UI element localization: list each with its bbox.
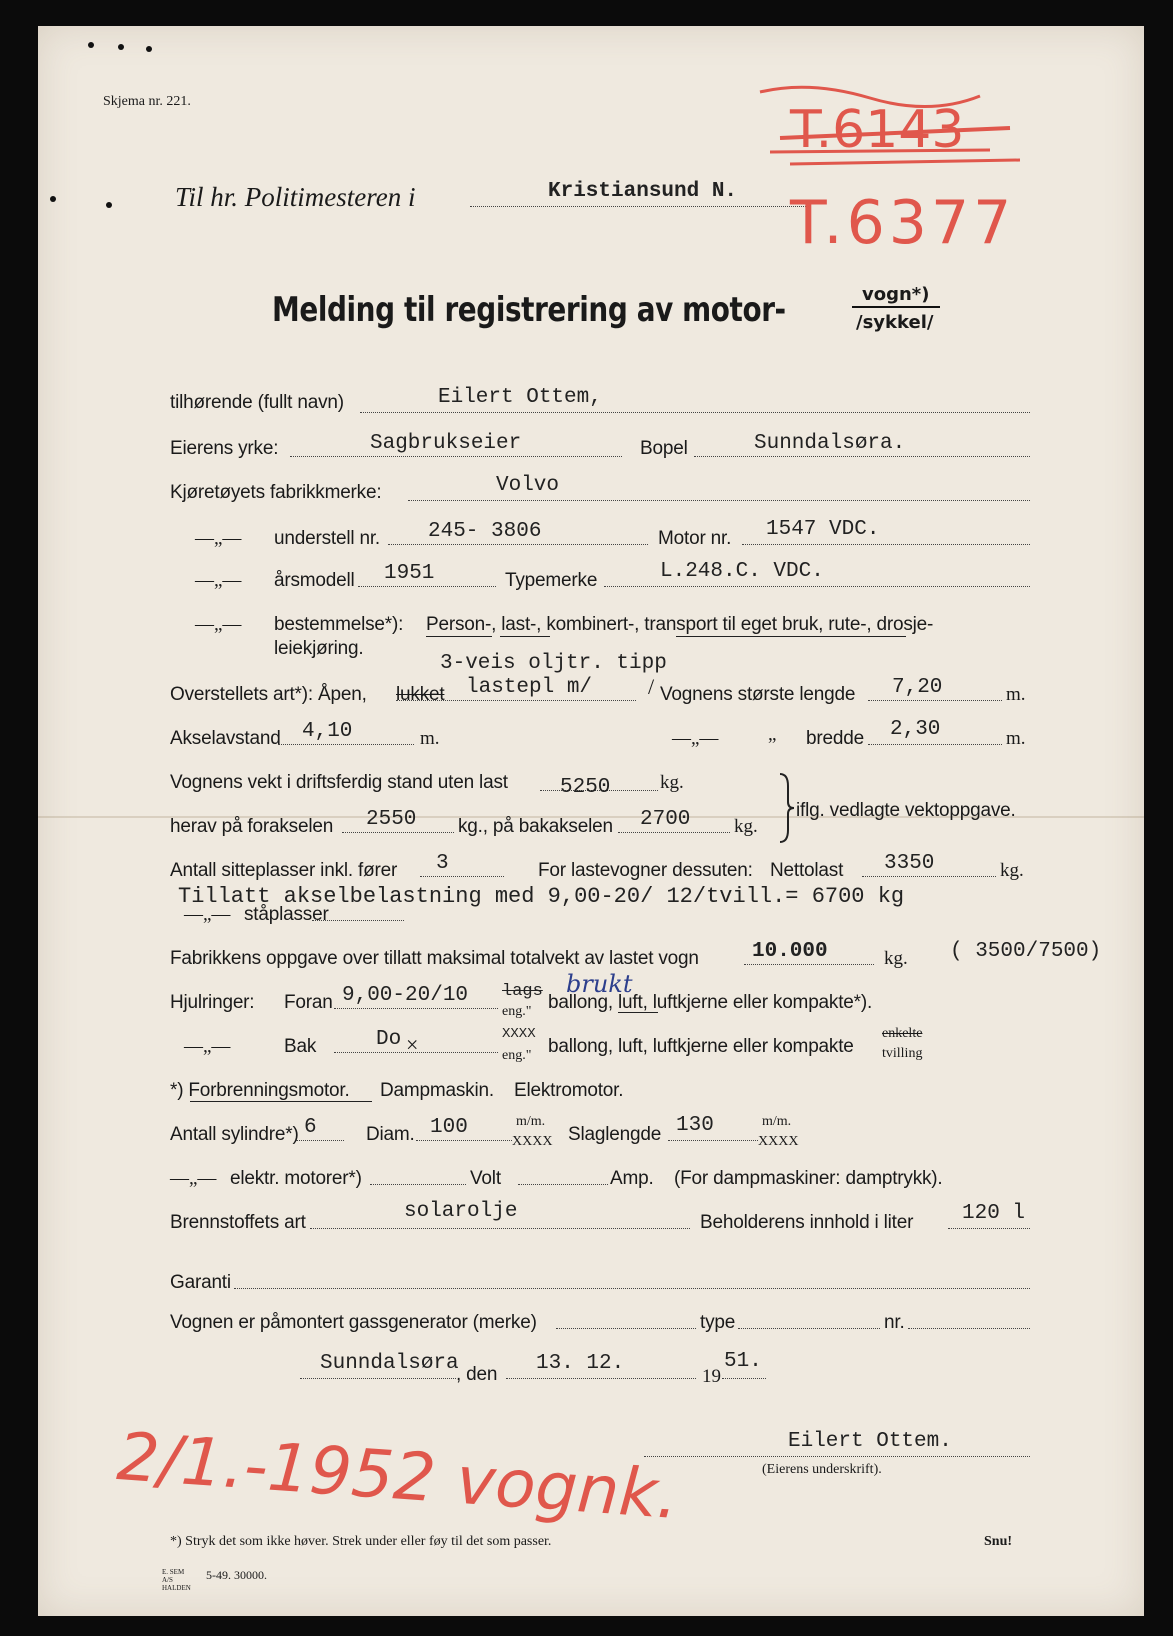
slash-mark: / (648, 674, 655, 699)
year-sign-line (722, 1378, 766, 1379)
seats-value: 3 (436, 852, 449, 875)
weight-value: 5250 (560, 776, 611, 799)
type-line (604, 586, 1030, 587)
brace-icon (776, 772, 796, 844)
tyres-label: Hjulringer: (170, 992, 255, 1013)
steam-note: (For dampmaskiner: damptrykk). (674, 1168, 943, 1189)
ditto-mark: —„— (195, 528, 242, 549)
length-value: 7,20 (892, 676, 943, 699)
ditto-mark: —„— (195, 570, 242, 591)
bore-line (416, 1140, 512, 1141)
addressee-label: Til hr. Politimesteren i (175, 182, 416, 212)
body-struck-option: lukket (396, 684, 445, 705)
rear-axle-line (618, 832, 730, 833)
gas-nr-label: nr. (884, 1312, 905, 1333)
gas-label: Vognen er påmontert gassgenerator (merke) (170, 1312, 537, 1333)
wheelbase-line (278, 744, 414, 745)
length-unit: m. (1006, 684, 1026, 705)
signature-place: Sunndalsøra (320, 1352, 459, 1375)
fuel-value: solarolje (404, 1200, 518, 1223)
year-label: årsmodell (274, 570, 355, 591)
body-extra-note: 3-veis oljtr. tipp (440, 652, 667, 675)
tyres-front-eng: eng." (502, 1004, 532, 1019)
punch-mark (106, 202, 112, 208)
net-load-unit: kg. (1000, 860, 1024, 881)
axle-load-note: Tillatt akselbelastning med 9,00-20/ 12/tvill.= 6700 kg (178, 884, 905, 909)
wheelbase-value: 4,10 (302, 720, 353, 743)
wheelbase-label: Akselavstand (170, 728, 281, 749)
engine-number-line (742, 544, 1030, 545)
tyres-rear-value: Do (376, 1028, 402, 1051)
length-line (868, 700, 1002, 701)
weight-unit: kg. (660, 772, 684, 793)
place-line (300, 1378, 456, 1379)
residence-value: Sunndalsøra. (754, 432, 906, 455)
body-line (396, 700, 636, 701)
fuel-label: Brennstoffets art (170, 1212, 306, 1233)
tyres-rear-label: Bak (284, 1036, 317, 1057)
twin-label: tvilling (882, 1046, 923, 1061)
seats-line (420, 876, 504, 877)
title-option-vogn: vogn*) (862, 284, 930, 305)
year-line (358, 586, 496, 587)
tyres-front-struck: lags (502, 982, 543, 1001)
ditto-mark: —„— (672, 728, 719, 749)
max-weight-line (744, 964, 874, 965)
standing-line (312, 920, 404, 921)
addressee-value: Kristiansund N. (548, 180, 738, 203)
purpose-label: bestemmelse*): (274, 614, 404, 635)
occupation-value: Sagbrukseier (370, 432, 522, 455)
engine-number-value: 1547 VDC. (766, 518, 880, 541)
front-axle-label: herav på forakselen (170, 816, 334, 837)
stroke-label: Slaglengde (568, 1124, 662, 1145)
footnote: *) Stryk det som ikke høver. Strek under eller føy til det som passer. (170, 1534, 552, 1549)
truck-label: For lastevogner dessuten: (538, 860, 753, 881)
owner-value: Eilert Ottem, (438, 386, 602, 409)
cross-mark: × (406, 1032, 419, 1057)
type-label: Typemerke (505, 570, 598, 591)
red-strikethrough-icon (750, 80, 1050, 190)
underline-last (500, 636, 550, 637)
tyres-rear-types: ballong, luft, luftkjerne eller kompakte (548, 1036, 854, 1057)
tyres-front-line (334, 1008, 498, 1009)
warranty-label: Garanti (170, 1272, 231, 1293)
owner-label: tilhørende (fullt navn) (170, 392, 344, 413)
signer-line (644, 1456, 1030, 1457)
signer-name: Eilert Ottem. (788, 1430, 952, 1453)
purpose-options-2: leiekjøring. (274, 638, 364, 659)
width-unit: m. (1006, 728, 1026, 749)
title-fraction-line (852, 306, 940, 308)
max-weight-unit: kg. (884, 948, 908, 969)
year-value: 1951 (384, 562, 435, 585)
chassis-value: 245- 3806 (428, 520, 542, 543)
weight-label: Vognens vekt i driftsferdig stand uten last (170, 772, 508, 793)
volt-label: Volt (470, 1168, 501, 1189)
net-load-value: 3350 (884, 852, 935, 875)
stroke-value: 130 (676, 1114, 714, 1137)
owner-line (360, 412, 1030, 413)
fuel-line (310, 1228, 690, 1229)
engine-number-label: Motor nr. (658, 528, 732, 549)
engine-type-electric: Elektromotor. (514, 1080, 624, 1101)
tyres-front-handwritten: brukt (566, 970, 633, 998)
cylinders-label: Antall sylindre*) (170, 1124, 299, 1145)
chassis-label: understell nr. (274, 528, 380, 549)
signer-caption: (Eierens underskrift). (762, 1462, 882, 1477)
ditto-mark: —„— (195, 614, 242, 635)
tank-value: 120 l (962, 1202, 1026, 1225)
bore-label: Diam. (366, 1124, 415, 1145)
engine-type-steam: Dampmaskin. (380, 1080, 494, 1101)
underline-combustion (190, 1101, 372, 1102)
signature-den: , den (456, 1364, 498, 1385)
tank-label: Beholderens innhold i liter (700, 1212, 914, 1233)
bore-value: 100 (430, 1116, 468, 1139)
engine-type-combustion: *) Forbrenningsmotor. (170, 1080, 350, 1101)
single-struck: enkelte (882, 1026, 923, 1041)
make-line (408, 500, 1030, 501)
underline-luft (618, 1012, 658, 1013)
form-number: Skjema nr. 221. (103, 94, 191, 109)
punch-mark (88, 42, 94, 48)
residence-line (694, 456, 1030, 457)
electric-label: elektr. motorer*) (230, 1168, 362, 1189)
width-label: bredde (806, 728, 864, 749)
underline-person (426, 636, 492, 637)
stroke-unit-mm: m/m. (762, 1114, 792, 1129)
stroke-line (668, 1140, 758, 1141)
gas-make-line (556, 1328, 696, 1329)
turn-over-label: Snu! (984, 1534, 1013, 1549)
date-line (506, 1378, 696, 1379)
gas-nr-line (908, 1328, 1030, 1329)
standing-label: ståplasser (244, 904, 329, 925)
max-weight-note: ( 3500/7500) (950, 940, 1102, 963)
length-label: Vognens største lengde (660, 684, 856, 705)
occupation-label: Eierens yrke: (170, 438, 279, 459)
type-value: L.248.C. VDC. (660, 560, 824, 583)
tyres-front-value: 9,00-20/10 (342, 984, 469, 1007)
signature-date: 13. 12. (536, 1352, 625, 1375)
wheelbase-unit: m. (420, 728, 440, 749)
max-weight-value: 10.000 (752, 940, 828, 963)
net-load-label: Nettolast (770, 860, 844, 881)
ditto-mark: —„— (184, 1036, 231, 1057)
cylinders-value: 6 (304, 1116, 317, 1139)
gas-type-line (738, 1328, 880, 1329)
residence-label: Bopel (640, 438, 688, 459)
front-axle-line (342, 832, 454, 833)
punch-mark (118, 44, 124, 50)
body-label: Overstellets art*): Åpen, (170, 684, 367, 705)
electric-line (370, 1184, 466, 1185)
amp-label: Amp. (610, 1168, 654, 1189)
max-weight-label: Fabrikkens oppgave over tillatt maksimal totalvekt av lastet vogn (170, 948, 699, 969)
quote-mark: „ (768, 724, 777, 745)
volt-line (518, 1184, 608, 1185)
purpose-options: Person-, last-, kombinert-, transport til eget bruk, rute-, drosje- (426, 614, 934, 635)
width-line (868, 744, 1002, 745)
make-value: Volvo (496, 474, 560, 497)
signature-century: 19 (702, 1366, 721, 1387)
printer-name: E. SEM A/S HALDEN (162, 1568, 191, 1592)
chassis-line (388, 544, 648, 545)
title-option-sykkel: /sykkel/ (856, 312, 934, 333)
bore-unit-struck: XXXX (512, 1134, 553, 1149)
punch-mark (50, 196, 56, 202)
make-label: Kjøretøyets fabrikkmerke: (170, 482, 382, 503)
stroke-unit-struck: XXXX (758, 1134, 799, 1149)
tyres-rear-eng: eng." (502, 1048, 532, 1063)
signature-year: 51. (724, 1350, 762, 1373)
page-title: Melding til registrering av motor- (272, 290, 786, 330)
net-load-line (862, 876, 996, 877)
stamp-new: T.6377 (790, 188, 1016, 258)
warranty-line (234, 1288, 1030, 1289)
print-info: 5-49. 30000. (206, 1568, 267, 1582)
rear-axle-label: kg., på bakakselen (458, 816, 613, 837)
punch-mark (146, 46, 152, 52)
cylinders-line (296, 1140, 344, 1141)
rear-axle-unit: kg. (734, 816, 758, 837)
tyres-rear-struck: XXXX (502, 1026, 536, 1042)
stamp-crossed: T.6143 (790, 100, 965, 160)
weight-note: iflg. vedlagte vektoppgave. (796, 800, 1016, 821)
gas-type-label: type (700, 1312, 736, 1333)
ditto-mark: —„— (184, 904, 231, 925)
handwritten-note: 2/1.-1952 vognk. (114, 1418, 681, 1535)
underline-eget-bruk (676, 636, 906, 637)
tyres-front-label: Foran (284, 992, 333, 1013)
front-axle-value: 2550 (366, 808, 417, 831)
ditto-mark: —„— (170, 1168, 217, 1189)
bore-unit-mm: m/m. (516, 1114, 546, 1129)
tyres-front-types: ballong, luft, luftkjerne eller kompakte*). (548, 992, 873, 1013)
width-value: 2,30 (890, 718, 941, 741)
occupation-line (290, 456, 622, 457)
rear-axle-value: 2700 (640, 808, 691, 831)
addressee-line (470, 206, 810, 207)
seats-label: Antall sitteplasser inkl. fører (170, 860, 398, 881)
tank-line (948, 1228, 1030, 1229)
body-value: lastepl m/ (466, 676, 593, 699)
